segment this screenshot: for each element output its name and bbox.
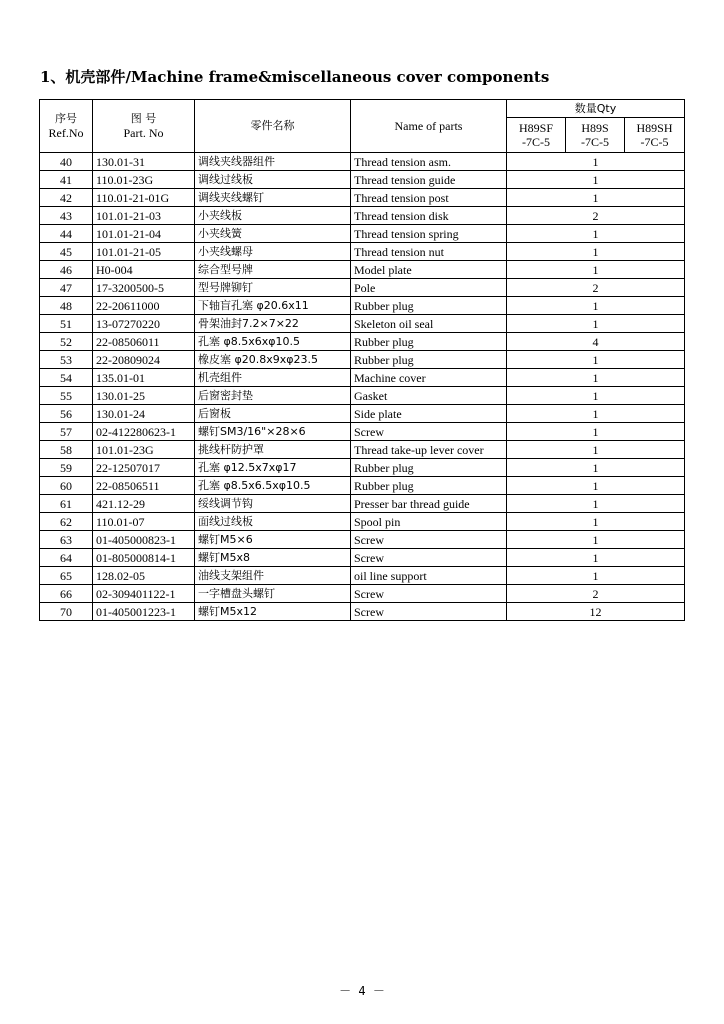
- model-header-h89s: [566, 118, 625, 153]
- part-name-zh-cell: 调线夹线螺钉: [195, 189, 351, 207]
- table-row: [40, 585, 685, 603]
- part-name-en-cell: Screw: [351, 603, 507, 621]
- qty-cell: 1: [507, 549, 685, 567]
- part-name-en-cell: Rubber plug: [351, 351, 507, 369]
- part-name-zh-cell: 调线过线板: [195, 171, 351, 189]
- part-name-en-cell: Thread tension post: [351, 189, 507, 207]
- qty-cell: 1: [507, 495, 685, 513]
- qty-cell: 1: [507, 441, 685, 459]
- table-row: [40, 567, 685, 585]
- qty-cell: 1: [507, 459, 685, 477]
- table-row: [40, 351, 685, 369]
- ref-no-cell: 46: [40, 261, 93, 279]
- ref-no-cell: 58: [40, 441, 93, 459]
- part-name-zh-cell: 调线夹线器组件: [195, 153, 351, 171]
- part-name-zh-cell: 小夹线螺母: [195, 243, 351, 261]
- part-no-cell: 130.01-31: [93, 153, 195, 171]
- ref-no-cell: 45: [40, 243, 93, 261]
- qty-cell: 1: [507, 513, 685, 531]
- part-no-cell: 01-805000814-1: [93, 549, 195, 567]
- qty-cell: 1: [507, 369, 685, 387]
- ref-no-cell: 60: [40, 477, 93, 495]
- ref-no-header-zh: 序号: [55, 112, 77, 125]
- model-header-h89sh: [625, 118, 685, 153]
- part-no-cell: 17-3200500-5: [93, 279, 195, 297]
- part-no-cell: 101.01-21-05: [93, 243, 195, 261]
- table-row: [40, 423, 685, 441]
- part-name-en-cell: Gasket: [351, 387, 507, 405]
- ref-no-cell: 42: [40, 189, 93, 207]
- part-name-en-cell: Screw: [351, 423, 507, 441]
- part-name-zh-cell: 油线支架组件: [195, 567, 351, 585]
- part-no-header: [93, 100, 195, 153]
- ref-no-cell: 53: [40, 351, 93, 369]
- table-row: [40, 207, 685, 225]
- part-no-cell: 110.01-21-01G: [93, 189, 195, 207]
- ref-no-cell: 65: [40, 567, 93, 585]
- part-name-zh-cell: 一字槽盘头螺钉: [195, 585, 351, 603]
- part-name-en-cell: Thread tension spring: [351, 225, 507, 243]
- table-row: [40, 153, 685, 171]
- part-name-en-cell: Thread take-up lever cover: [351, 441, 507, 459]
- part-no-cell: 101.01-23G: [93, 441, 195, 459]
- part-name-zh-header: 零件名称: [195, 100, 351, 153]
- table-row: [40, 171, 685, 189]
- part-name-zh-cell: 后窗板: [195, 405, 351, 423]
- part-name-zh-cell: 机壳组件: [195, 369, 351, 387]
- part-no-cell: 01-405000823-1: [93, 531, 195, 549]
- part-name-zh-cell: 面线过线板: [195, 513, 351, 531]
- table-row: [40, 441, 685, 459]
- table-row: [40, 243, 685, 261]
- model-h89sh-line2: -7C-5: [640, 135, 669, 149]
- ref-no-cell: 64: [40, 549, 93, 567]
- qty-cell: 1: [507, 567, 685, 585]
- part-no-cell: 02-309401122-1: [93, 585, 195, 603]
- part-name-en-cell: Screw: [351, 549, 507, 567]
- part-name-zh-cell: 螺钉M5×6: [195, 531, 351, 549]
- table-row: [40, 549, 685, 567]
- table-row: [40, 495, 685, 513]
- table-row: [40, 603, 685, 621]
- ref-no-cell: 47: [40, 279, 93, 297]
- ref-no-cell: 55: [40, 387, 93, 405]
- part-no-cell: 22-20611000: [93, 297, 195, 315]
- part-no-cell: 01-405001223-1: [93, 603, 195, 621]
- ref-no-cell: 44: [40, 225, 93, 243]
- qty-cell: 1: [507, 189, 685, 207]
- part-no-cell: H0-004: [93, 261, 195, 279]
- ref-no-cell: 66: [40, 585, 93, 603]
- table-row: [40, 315, 685, 333]
- part-no-cell: 22-08506011: [93, 333, 195, 351]
- ref-no-cell: 70: [40, 603, 93, 621]
- table-row: [40, 225, 685, 243]
- part-no-cell: 101.01-21-03: [93, 207, 195, 225]
- qty-cell: 1: [507, 153, 685, 171]
- qty-cell: 2: [507, 279, 685, 297]
- model-h89sh-line1: H89SH: [636, 121, 673, 135]
- part-no-header-en: Part. No: [123, 126, 164, 140]
- qty-cell: 1: [507, 171, 685, 189]
- model-h89sf-line1: H89SF: [518, 121, 553, 135]
- part-name-zh-cell: 后窗密封垫: [195, 387, 351, 405]
- ref-no-cell: 62: [40, 513, 93, 531]
- part-name-zh-cell: 挑线杆防护罩: [195, 441, 351, 459]
- qty-cell: 1: [507, 351, 685, 369]
- qty-cell: 1: [507, 315, 685, 333]
- part-name-zh-cell: 孔塞 φ12.5x7xφ17: [195, 459, 351, 477]
- part-name-zh-cell: 螺钉SM3/16"×28×6: [195, 423, 351, 441]
- part-name-en-cell: Skeleton oil seal: [351, 315, 507, 333]
- part-name-en-cell: Spool pin: [351, 513, 507, 531]
- part-name-en-cell: Rubber plug: [351, 297, 507, 315]
- qty-cell: 1: [507, 423, 685, 441]
- qty-cell: 1: [507, 477, 685, 495]
- part-no-cell: 22-12507017: [93, 459, 195, 477]
- part-name-en-cell: Rubber plug: [351, 333, 507, 351]
- part-name-en-cell: Thread tension disk: [351, 207, 507, 225]
- part-no-cell: 22-20809024: [93, 351, 195, 369]
- part-name-en-cell: Screw: [351, 585, 507, 603]
- table-row: [40, 333, 685, 351]
- qty-header: 数量Qty: [507, 100, 685, 118]
- ref-no-header-en: Ref.No: [48, 126, 84, 140]
- part-no-cell: 135.01-01: [93, 369, 195, 387]
- qty-cell: 1: [507, 297, 685, 315]
- part-no-cell: 02-412280623-1: [93, 423, 195, 441]
- part-name-en-cell: Model plate: [351, 261, 507, 279]
- part-no-cell: 22-08506511: [93, 477, 195, 495]
- part-name-zh-cell: 综合型号牌: [195, 261, 351, 279]
- part-name-en-cell: Rubber plug: [351, 477, 507, 495]
- table-row: [40, 405, 685, 423]
- part-no-cell: 101.01-21-04: [93, 225, 195, 243]
- ref-no-cell: 43: [40, 207, 93, 225]
- ref-no-cell: 56: [40, 405, 93, 423]
- table-row: [40, 189, 685, 207]
- part-name-en-cell: Screw: [351, 531, 507, 549]
- table-row: [40, 369, 685, 387]
- qty-cell: 2: [507, 207, 685, 225]
- qty-cell: 1: [507, 387, 685, 405]
- qty-cell: 12: [507, 603, 685, 621]
- part-name-en-cell: Thread tension guide: [351, 171, 507, 189]
- part-name-en-cell: Machine cover: [351, 369, 507, 387]
- qty-cell: 1: [507, 261, 685, 279]
- ref-no-cell: 61: [40, 495, 93, 513]
- ref-no-cell: 57: [40, 423, 93, 441]
- table-row: [40, 387, 685, 405]
- qty-cell: 2: [507, 585, 685, 603]
- qty-cell: 4: [507, 333, 685, 351]
- part-no-cell: 110.01-07: [93, 513, 195, 531]
- part-name-en-cell: Presser bar thread guide: [351, 495, 507, 513]
- ref-no-cell: 59: [40, 459, 93, 477]
- model-h89sf-line2: -7C-5: [522, 135, 550, 149]
- ref-no-header: [40, 100, 93, 153]
- ref-no-cell: 63: [40, 531, 93, 549]
- part-name-zh-cell: 小夹线簧: [195, 225, 351, 243]
- part-name-zh-cell: 孔塞 φ8.5x6xφ10.5: [195, 333, 351, 351]
- table-body: [40, 153, 685, 621]
- part-name-zh-cell: 型号牌铆钉: [195, 279, 351, 297]
- qty-cell: 1: [507, 243, 685, 261]
- part-name-zh-cell: 下轴盲孔塞 φ20.6x11: [195, 297, 351, 315]
- part-name-zh-cell: 绥线调节钩: [195, 495, 351, 513]
- part-no-header-zh: 图 号: [130, 112, 157, 125]
- ref-no-cell: 51: [40, 315, 93, 333]
- part-name-en-cell: Pole: [351, 279, 507, 297]
- part-name-zh-cell: 小夹线板: [195, 207, 351, 225]
- page-heading: 1、机壳部件/Machine frame&miscellaneous cover components: [40, 68, 550, 86]
- page-number: － 4 －: [339, 984, 385, 998]
- part-name-en-cell: Rubber plug: [351, 459, 507, 477]
- table-row: [40, 531, 685, 549]
- table-header: [40, 100, 685, 153]
- qty-cell: 1: [507, 225, 685, 243]
- ref-no-cell: 52: [40, 333, 93, 351]
- table-row: [40, 513, 685, 531]
- ref-no-cell: 41: [40, 171, 93, 189]
- table-row: [40, 459, 685, 477]
- model-h89s-line1: H89S: [581, 121, 609, 135]
- part-no-cell: 130.01-25: [93, 387, 195, 405]
- part-name-zh-cell: 螺钉M5x12: [195, 603, 351, 621]
- part-no-cell: 421.12-29: [93, 495, 195, 513]
- part-name-zh-cell: 螺钉M5x8: [195, 549, 351, 567]
- part-name-en-cell: Thread tension asm.: [351, 153, 507, 171]
- part-name-zh-cell: 骨架油封7.2×7×22: [195, 315, 351, 333]
- part-no-cell: 110.01-23G: [93, 171, 195, 189]
- ref-no-cell: 54: [40, 369, 93, 387]
- qty-cell: 1: [507, 405, 685, 423]
- ref-no-cell: 48: [40, 297, 93, 315]
- parts-table: [39, 99, 685, 621]
- part-name-en-cell: oil line support: [351, 567, 507, 585]
- table-row: [40, 297, 685, 315]
- part-no-cell: 128.02-05: [93, 567, 195, 585]
- qty-cell: 1: [507, 531, 685, 549]
- part-name-en-cell: Side plate: [351, 405, 507, 423]
- part-name-en-header: Name of parts: [351, 100, 507, 153]
- table-row: [40, 477, 685, 495]
- ref-no-cell: 40: [40, 153, 93, 171]
- part-name-zh-cell: 孔塞 φ8.5x6.5xφ10.5: [195, 477, 351, 495]
- part-name-en-cell: Thread tension nut: [351, 243, 507, 261]
- table-row: [40, 261, 685, 279]
- model-header-h89sf: [507, 118, 566, 153]
- part-no-cell: 130.01-24: [93, 405, 195, 423]
- model-h89s-line2: -7C-5: [581, 135, 609, 149]
- part-no-cell: 13-07270220: [93, 315, 195, 333]
- part-name-zh-cell: 橡皮塞 φ20.8x9xφ23.5: [195, 351, 351, 369]
- table-row: [40, 279, 685, 297]
